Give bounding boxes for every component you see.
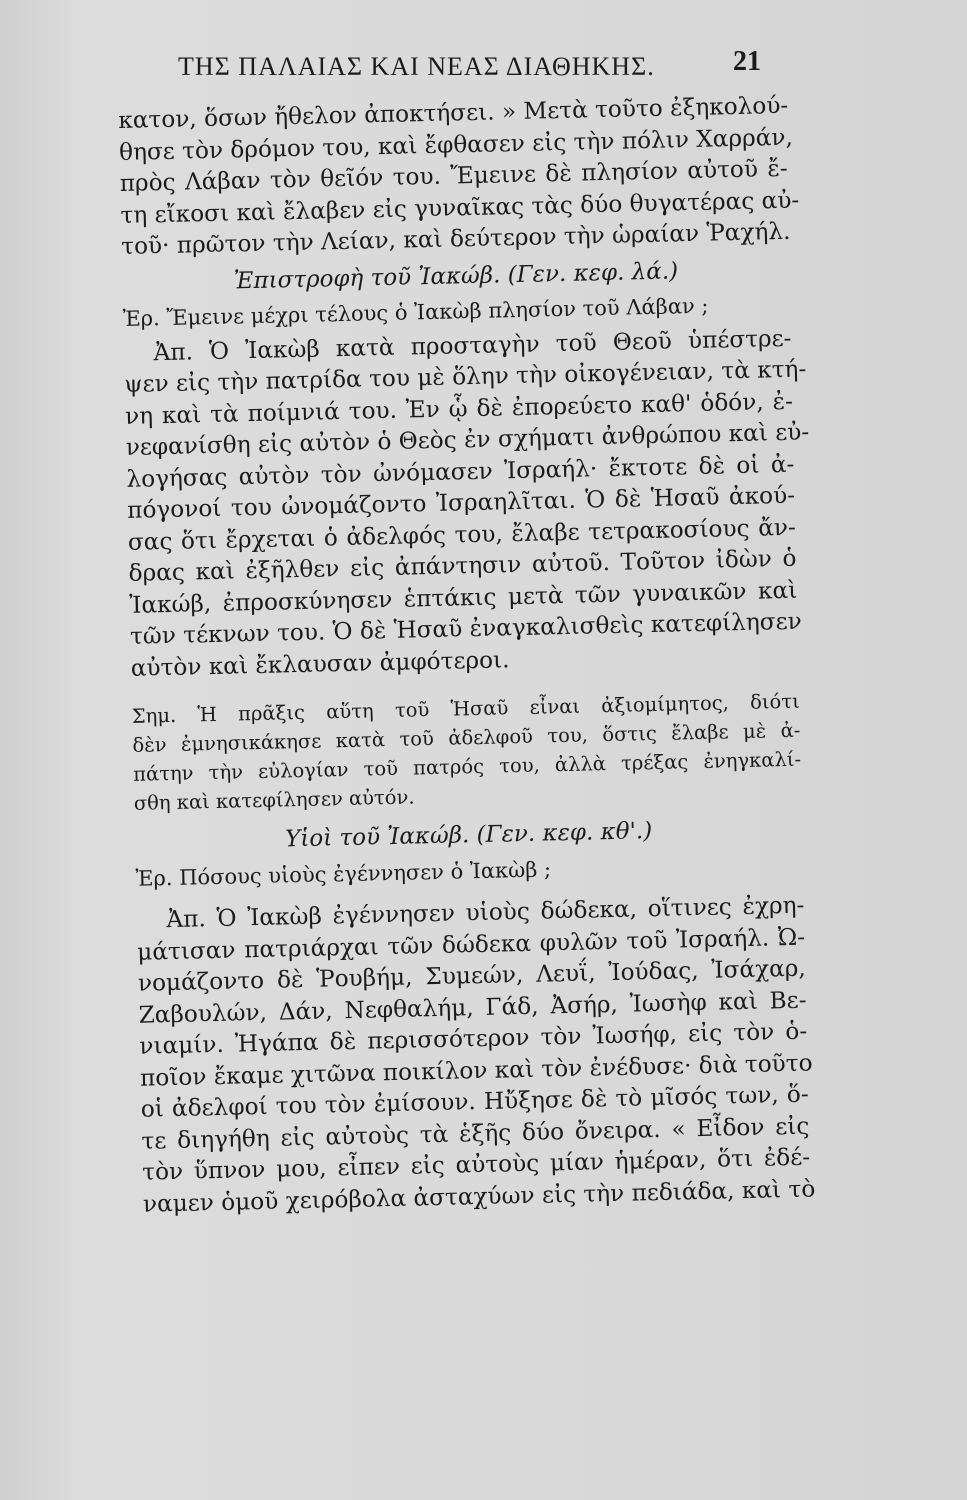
answer-line: τῶν τέκνων του. Ὁ δὲ Ἡσαῦ ἐναγκαλισθεὶς κατεφίλησεν <box>129 607 802 650</box>
answer-line: τὸν ὕπνον μου, εἶπεν εἰς αὐτοὺς μίαν ἡμέραν, ὅτι ἐδέ- <box>141 1143 811 1186</box>
answer-line: λογήσας αὐτὸν τὸν ὠνόμασεν Ἰσραήλ· ἔκτοτε δὲ οἱ ἀ- <box>126 450 795 493</box>
text-line: τοῦ· πρῶτον τὴν Λείαν, καὶ δεύτερον τὴν ὡραίαν Ῥαχήλ. <box>120 217 791 260</box>
answer-line: ψεν εἰς τὴν πατρίδα του μὲ ὅλην τὴν οἰκογένειαν, τὰ κτή- <box>124 355 807 398</box>
answer-line: Ἰακώβ, ἐπροσκύνησεν ἑπτάκις μετὰ τῶν γυναικῶν καὶ <box>129 576 798 619</box>
page-number: 21 <box>733 46 761 77</box>
answer-line: σας ὅτι ἔρχεται ὁ ἀδελφός του, ἔλαβε τετρακοσίους ἄν- <box>127 513 797 556</box>
text-line: θησε τὸν δρόμον του, καὶ ἔφθασεν εἰς τὴν πόλιν Χαρράν, <box>118 123 794 166</box>
answer-line: ποῖον ἔκαμε χιτῶνα ποικίλον καὶ τὸν ἐνέδυσε· διὰ τοῦτο <box>139 1048 813 1092</box>
question-line: Ἐρ. Ἔμεινε μέχρι τέλους ὁ Ἰακὼβ πλησίον τοῦ Λάβαν ; <box>122 293 709 331</box>
section-heading: Ἐπιστροφὴ τοῦ Ἰακώβ. (Γεν. κεφ. λά.) <box>233 257 679 294</box>
note-line: σθη καὶ κατεφίλησεν αὐτόν. <box>133 785 415 815</box>
answer-line: Ἀπ. Ὁ Ἰακὼβ κατὰ προσταγὴν τοῦ Θεοῦ ὑπέστρε- <box>153 324 792 366</box>
answer-line: δρας καὶ ἐξῆλθεν εἰς ἀπάντησιν αὐτοῦ. Τοῦτον ἰδὼν ὁ <box>128 544 797 587</box>
answer-line: νη καὶ τὰ ποίμνιά του. Ἐν ᾧ δὲ ἐπορεύετο καθ' ὁδόν, ἐ- <box>124 387 794 430</box>
question-line: Ἐρ. Πόσους υἱοὺς ἐγέννησεν ὁ Ἰακὼβ ; <box>135 856 552 891</box>
body-text <box>118 90 816 1220</box>
note-line: πάτην τὴν εὐλογίαν τοῦ πατρός του, ἀλλὰ τρέξας ἐνηγκαλί- <box>132 747 802 786</box>
text-line: κατον, ὅσων ἤθελον ἀποκτήσει. » Μετὰ τοῦτο ἐξηκολού- <box>118 91 789 134</box>
text-line: πρὸς Λάβαν τὸν θεῖόν του. Ἔμεινε δὲ πλησίον αὐτοῦ ἔ- <box>119 154 788 197</box>
answer-line: αὐτὸν καὶ ἔκλαυσαν ἀμφότεροι. <box>130 645 510 682</box>
answer-line: ναμεν ὁμοῦ χειρόβολα ἀσταχύων εἰς τὴν πεδιάδα, καὶ τὸ <box>142 1174 816 1218</box>
answer-line: Ἀπ. Ὁ Ἰακὼβ ἐγέννησεν υἱοὺς δώδεκα, οἵτινες ἐχρη- <box>166 891 805 934</box>
answer-line: μάτισαν πατριάρχαι τῶν δώδεκα φυλῶν τοῦ Ἰσραήλ. Ὠ- <box>136 923 806 966</box>
page-header <box>0 46 967 92</box>
answer-line: οἱ ἀδελφοί του τὸν ἐμίσουν. Ηὔξησε δὲ τὸ μῖσός των, ὅ- <box>140 1080 809 1123</box>
note-line: δὲν ἐμνησικάκησε κατὰ τοῦ ἀδελφοῦ του, ὅστις ἔλαβε μὲ ἀ- <box>132 718 801 757</box>
note-line: Σημ. Ἡ πρᾶξις αὕτη τοῦ Ἡσαῦ εἶναι ἀξιομίμητος, διότι <box>131 689 800 728</box>
running-title: ΤΗΣ ΠΑΛΑΙΑΣ ΚΑΙ ΝΕΑΣ ΔΙΑΘΗΚΗΣ. <box>178 52 655 81</box>
answer-line: πόγονοί του ὠνομάζοντο Ἰσραηλῖται. Ὁ δὲ Ἡσαῦ ἀκού- <box>126 481 796 524</box>
section-heading: Υἱοὶ τοῦ Ἰακώβ. (Γεν. κεφ. κθ'.) <box>284 818 653 853</box>
answer-line: νομάζοντο δὲ Ῥουβήμ, Συμεών, Λευΐ, Ἰούδας, Ἰσάχαρ, <box>137 954 807 997</box>
answer-line: Ζαβουλών, Δάν, Νεφθαλήμ, Γάδ, Ἀσήρ, Ἰωσὴφ καὶ Βε- <box>138 986 807 1029</box>
answer-line: τε διηγήθη εἰς αὐτοὺς τὰ ἑξῆς δύο ὄνειρα. « Εἶδον εἰς <box>141 1112 810 1155</box>
answer-line: νεφανίσθη εἰς αὐτὸν ὁ Θεὸς ἐν σχήματι ἀνθρώπου καὶ εὐ- <box>125 418 810 461</box>
answer-line: νιαμίν. Ἠγάπα δὲ περισσότερον τὸν Ἰωσήφ, εἰς τὸν ὁ- <box>139 1017 808 1060</box>
text-line: τη εἴκοσι καὶ ἔλαβεν εἰς γυναῖκας τὰς δύο θυγατέρας αὐ- <box>120 186 800 229</box>
